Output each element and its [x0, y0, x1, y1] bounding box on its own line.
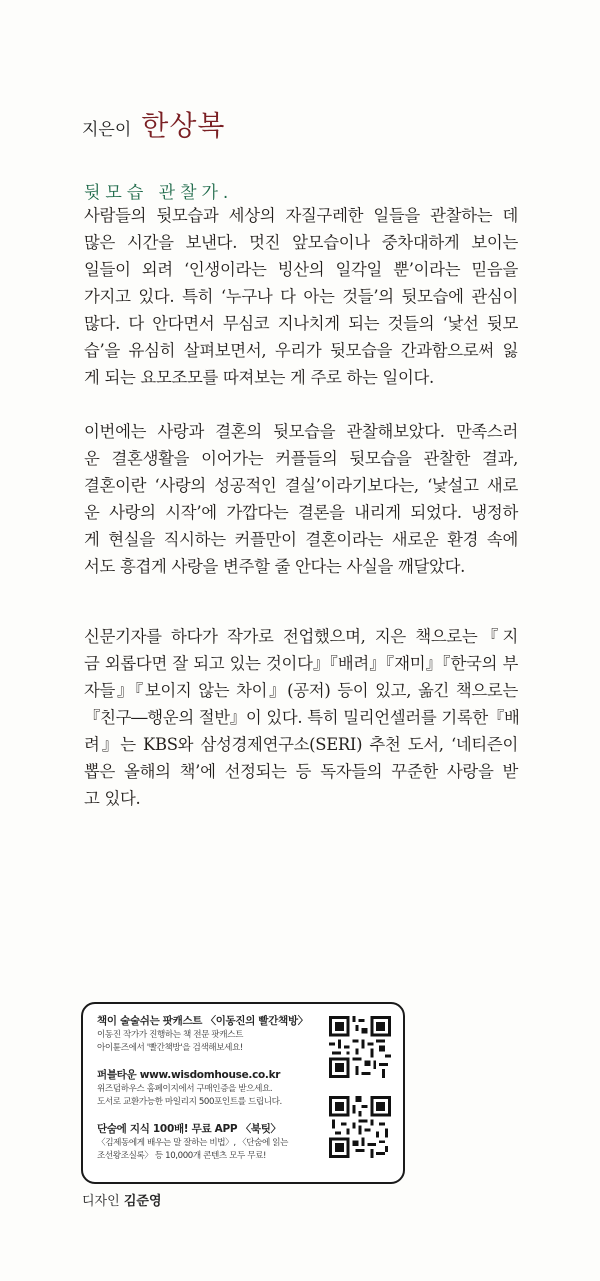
author-credit	[82, 104, 225, 144]
bio-paragraph-1	[84, 202, 518, 391]
text-line: 이번에는 사랑과 결혼의 뒷모습을 관찰해보았다. 만족스러	[84, 422, 518, 441]
text-line: 뽑은 올해의 책’에 선정되는 등 독자들의 꾸준한 사랑을 받	[84, 762, 518, 781]
text-line: 가지고 있다. 특히 ‘누구나 다 아는 것들’의 뒷모습에 관심이	[84, 287, 518, 306]
website-block	[97, 1068, 329, 1109]
text-line: 려』는 KBS와 삼성경제연구소(SERI) 추천 도서, ‘네티즌이	[84, 735, 518, 754]
text-line: 많은 시간을 보낸다. 멋진 앞모습이나 중차대하게 보이는	[84, 233, 518, 252]
text-line: 신문기자를 하다가 작가로 전업했으며, 지은 책으로는『지	[84, 627, 518, 646]
qr-code-icon[interactable]	[329, 1096, 391, 1158]
author-name: 한상복	[141, 109, 226, 142]
bio-paragraph-2	[84, 418, 518, 580]
promo-box	[81, 1002, 405, 1184]
website-title[interactable]: 퍼블타운 www.wisdomhouse.co.kr	[97, 1069, 281, 1081]
text-line: 고 있다.	[84, 789, 141, 808]
author-role: 지은이	[82, 120, 132, 140]
text-line: 게 되는 요모조모를 따져보는 게 주로 하는 일이다.	[84, 368, 434, 387]
text-line: 사람들의 뒷모습과 세상의 자질구레한 일들을 관찰하는 데	[84, 206, 518, 225]
designer-credit	[82, 1190, 162, 1209]
bio-paragraph-3	[84, 623, 518, 812]
text-line: 일들이 외려 ‘인생이라는 빙산의 일각일 뿐’이라는 믿음을	[84, 260, 518, 279]
app-desc-line: 조선왕조실록〉 등 10,000개 콘텐츠 모두 무료!	[97, 1151, 267, 1161]
text-line: 『친구―행운의 절반』이 있다. 특히 밀리언셀러를 기록한『배	[84, 708, 520, 727]
app-desc-line: 〈김제동에게 배우는 말 잘하는 비법〉, 〈단숨에 읽는	[97, 1138, 289, 1148]
podcast-desc-line: 아이튠즈에서 '빨간책방'을 검색해보세요!	[97, 1043, 243, 1053]
text-line: 운 결혼생활을 이어가는 커플들의 뒷모습을 관찰한 결과,	[84, 449, 518, 468]
text-line: 운 사랑의 시작’에 가깝다는 결론을 내리게 되었다. 냉정하	[84, 503, 518, 522]
text-line: 서도 흥겹게 사랑을 변주할 줄 안다는 사실을 깨달았다.	[84, 557, 466, 576]
text-line: 많다. 다 안다면서 무심코 지나치게 되는 것들의 ‘낯선 뒷모	[84, 314, 518, 333]
podcast-desc-line: 이동진 작가가 진행하는 책 전문 팟캐스트	[97, 1030, 243, 1040]
text-line: 자들』『보이지 않는 차이』(공저) 등이 있고, 옮긴 책으로는	[84, 681, 518, 700]
qr-code-icon[interactable]	[329, 1016, 391, 1078]
text-line: 결혼이란 ‘사랑의 성공적인 결실’이라기보다는, ‘낯설고 새로	[84, 476, 518, 495]
app-block	[97, 1122, 329, 1163]
app-title: 단숨에 지식 100배! 무료 APP 〈북팃〉	[97, 1123, 281, 1135]
website-desc-line: 도서로 교환가능한 마일리지 500포인트를 드립니다.	[97, 1097, 282, 1107]
podcast-block	[97, 1014, 329, 1055]
section-title: 뒷모습 관찰가.	[84, 183, 234, 203]
designer-name: 김준영	[123, 1194, 162, 1209]
text-line: 게 현실을 직시하는 커플만이 결혼이라는 새로운 환경 속에	[84, 530, 518, 549]
text-line: 습’을 유심히 살펴보면서, 우리가 뒷모습을 간과함으로써 잃	[84, 341, 518, 360]
text-line: 금 외롭다면 잘 되고 있는 것이다』『배려』『재미』『한국의 부	[84, 654, 518, 673]
podcast-title: 책이 술술쉬는 팟캐스트 〈이동진의 빨간책방〉	[97, 1015, 308, 1027]
designer-label: 디자인	[82, 1194, 120, 1209]
website-desc-line: 위즈덤하우스 홈페이지에서 구매인증을 받으세요.	[97, 1084, 273, 1094]
